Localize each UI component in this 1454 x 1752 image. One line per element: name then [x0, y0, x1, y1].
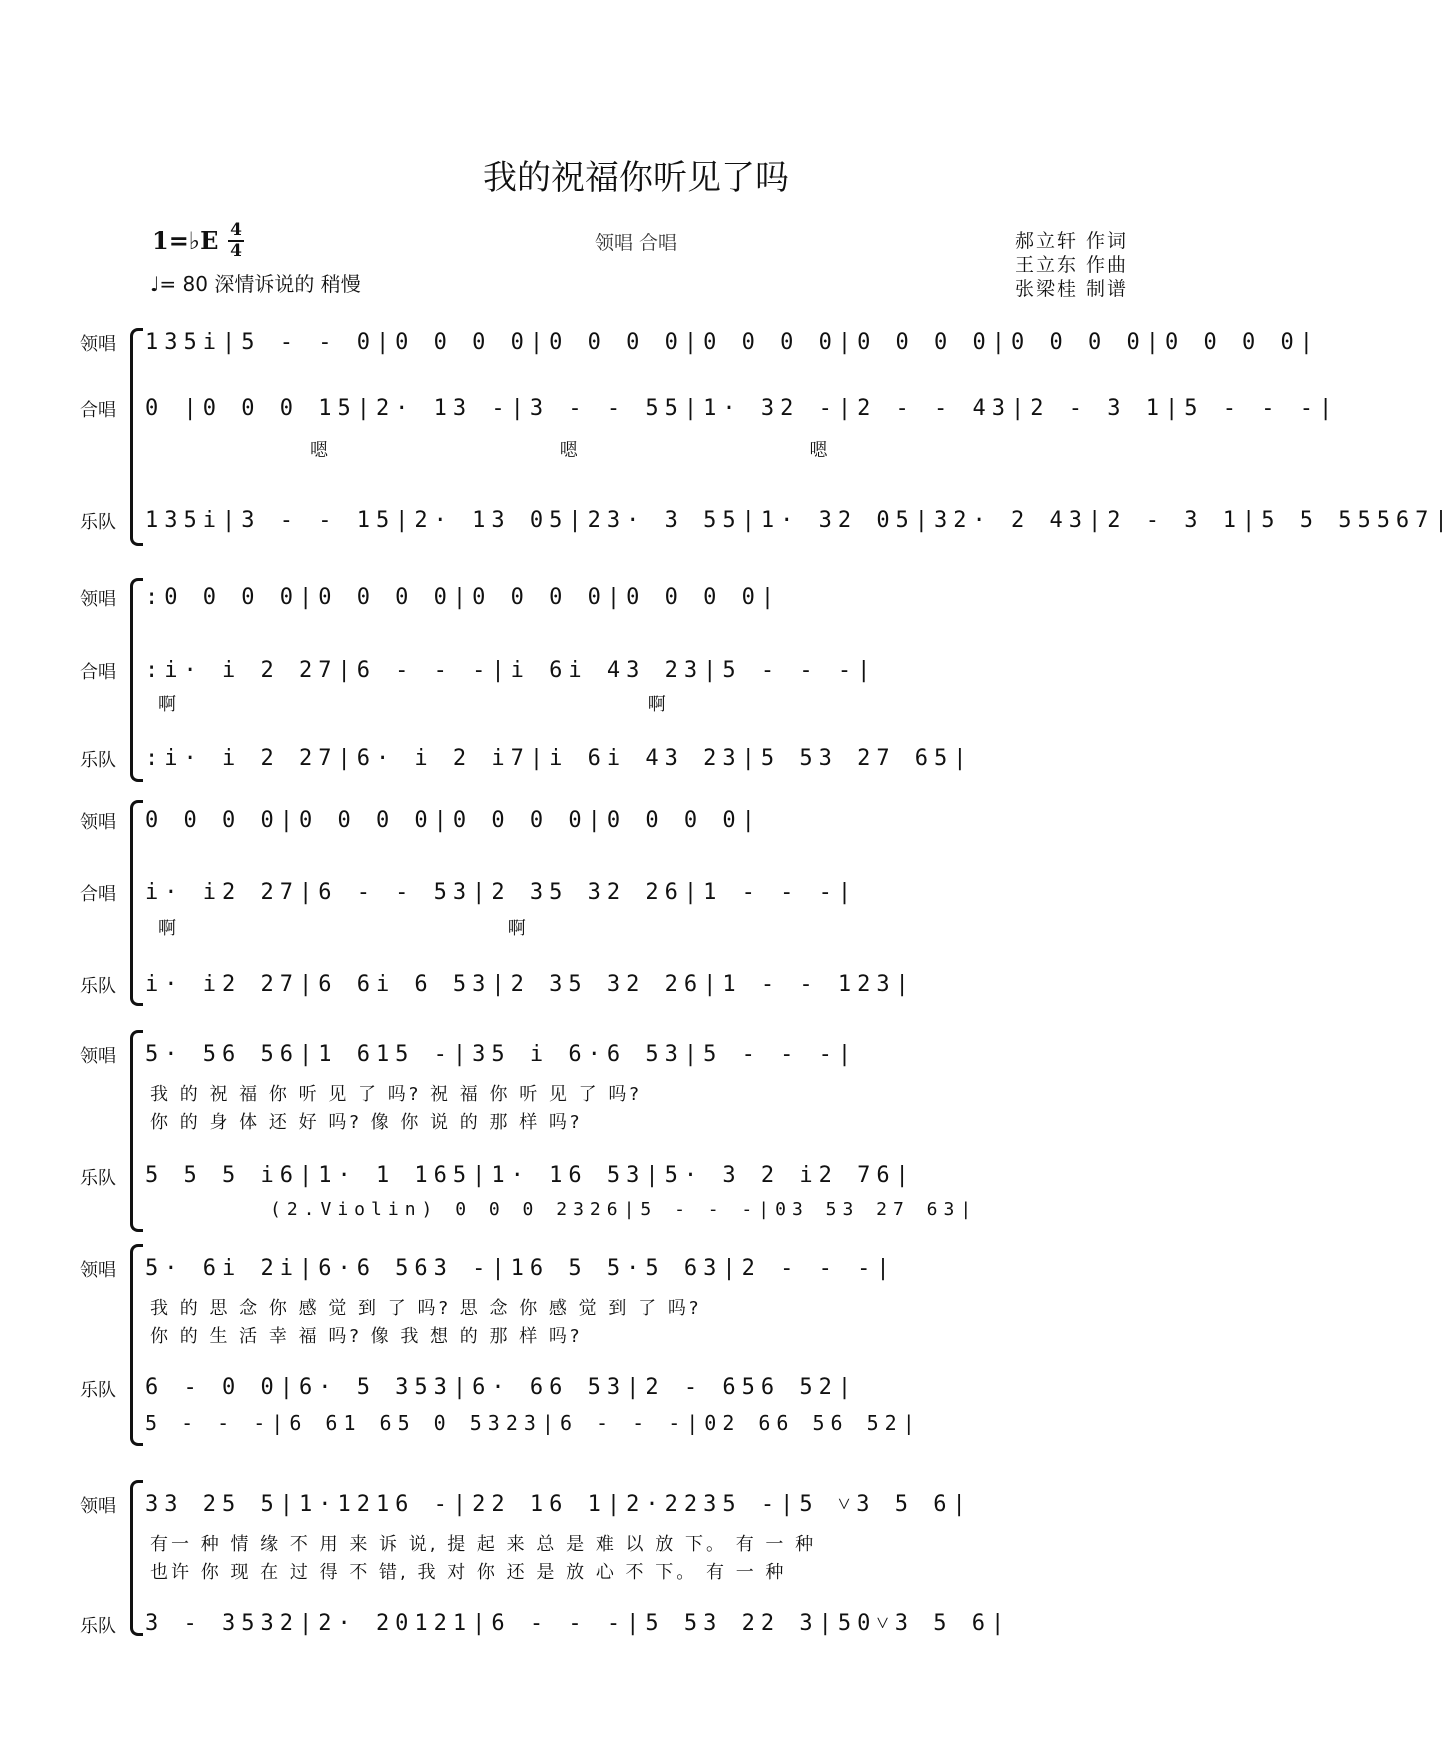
meter-bottom: 4 — [230, 241, 242, 261]
part-label-lead: 领唱 — [80, 812, 116, 833]
lead-staff: 33 25 5|1·1216 -|22 16 1|2·2235 -|5 ˅3 5 6| — [145, 1492, 972, 1517]
lead-lyrics-verse-2: 你 的 身 体 还 好 吗? 像 你 说 的 那 样 吗? — [150, 1112, 583, 1133]
lead-staff: 135i|5 - - 0|0 0 0 0|0 0 0 0|0 0 0 0|0 0 0 0|0 0 0 0|0 0 0 0| — [145, 329, 1319, 355]
part-label-band: 乐队 — [80, 976, 116, 997]
band-staff: i· i2 27|6 6i 6 53|2 35 32 26|1 - - 123| — [145, 971, 915, 997]
chorus-lyrics: 啊 啊 — [158, 918, 529, 939]
violin-staff: (2.Violin) 0 0 0 2326|5 - - -|03 53 27 63| — [270, 1198, 978, 1220]
meter-top: 4 — [230, 220, 242, 240]
part-label-chorus: 合唱 — [80, 884, 116, 905]
band-staff: :i· i 2 27|6· i 2 i7|i 6i 43 23|5 53 27 65| — [145, 745, 973, 771]
composer-credit: 王立东 作曲 — [1014, 254, 1128, 276]
lead-staff: 5· 6i 2i|6·6 563 -|16 5 5·5 63|2 - - -| — [145, 1255, 896, 1281]
lead-staff: :0 0 0 0|0 0 0 0|0 0 0 0|0 0 0 0| — [145, 584, 781, 610]
part-label-lead: 领唱 — [80, 589, 116, 610]
part-label-band: 乐队 — [80, 512, 116, 533]
part-label-band: 乐队 — [80, 1380, 116, 1401]
lead-lyrics-verse-1: 我 的 思 念 你 感 觉 到 了 吗? 思 念 你 感 觉 到 了 吗? — [150, 1298, 702, 1319]
system-bracket — [130, 1244, 143, 1446]
lead-lyrics-verse-2: 也许 你 现 在 过 得 不 错, 我 对 你 还 是 放 心 不 下。 有 一 种 — [150, 1562, 787, 1583]
key-signature: 1=♭E — [152, 226, 219, 255]
system-bracket — [130, 578, 143, 782]
chorus-staff: :i· i 2 27|6 - - -|i 6i 43 23|5 - - -| — [145, 657, 877, 683]
part-label-lead: 领唱 — [80, 1046, 116, 1067]
system-bracket — [130, 1030, 143, 1232]
chorus-lyrics: 嗯 嗯 嗯 — [310, 440, 831, 461]
part-label-band: 乐队 — [80, 1168, 116, 1189]
system-bracket — [130, 800, 143, 1006]
system-bracket — [130, 328, 143, 546]
chorus-lyrics: 啊 啊 — [158, 694, 669, 715]
part-label-band: 乐队 — [80, 750, 116, 771]
band-staff: 135i|3 - - 15|2· 13 05|23· 3 55|1· 32 05|32· 2 43|2 - 3 1|5 5 55567| — [145, 507, 1454, 533]
song-title: 我的祝福你听见了吗 — [483, 158, 789, 198]
band-staff: 6 - 0 0|6· 5 353|6· 66 53|2 - 656 52| — [145, 1374, 858, 1400]
system-bracket — [130, 1480, 143, 1636]
arranger-credit: 张梁桂 制谱 — [1014, 278, 1128, 300]
lead-staff: 0 0 0 0|0 0 0 0|0 0 0 0|0 0 0 0| — [145, 807, 761, 833]
part-label-lead: 领唱 — [80, 1260, 116, 1281]
band-staff: 5 5 5 i6|1· 1 165|1· 16 53|5· 3 2 i2 76| — [145, 1162, 915, 1188]
part-label-lead: 领唱 — [80, 1496, 116, 1517]
lead-lyrics-verse-2: 你 的 生 活 幸 福 吗? 像 我 想 的 那 样 吗? — [150, 1326, 583, 1347]
lyricist-credit: 郝立轩 作词 — [1014, 230, 1128, 252]
chorus-staff: i· i2 27|6 - - 53|2 35 32 26|1 - - -| — [145, 879, 858, 905]
band-staff: 3 - 3532|2· 20121|6 - - -|5 53 22 3|50˅3 5 6| — [145, 1611, 1011, 1636]
part-label-chorus: 合唱 — [80, 400, 116, 421]
performance-form: 领唱 合唱 — [594, 232, 678, 254]
part-label-lead: 领唱 — [80, 334, 116, 355]
part-label-chorus: 合唱 — [80, 662, 116, 683]
lead-lyrics-verse-1: 有一 种 情 缘 不 用 来 诉 说, 提 起 来 总 是 难 以 放 下。 有 一 种 — [150, 1534, 817, 1555]
tempo-marking: ♩= 80 深情诉说的 稍慢 — [150, 272, 361, 296]
part-label-band: 乐队 — [80, 1616, 116, 1637]
lead-staff: 5· 56 56|1 615 -|35 i 6·6 53|5 - - -| — [145, 1041, 858, 1067]
band-lower-staff: 5 - - -|6 61 65 0 5323|6 - - -|02 66 56 52| — [145, 1411, 921, 1435]
chorus-staff: 0 |0 0 0 15|2· 13 -|3 - - 55|1· 32 -|2 - - 43|2 - 3 1|5 - - -| — [145, 395, 1339, 421]
lead-lyrics-verse-1: 我 的 祝 福 你 听 见 了 吗? 祝 福 你 听 见 了 吗? — [150, 1084, 642, 1105]
